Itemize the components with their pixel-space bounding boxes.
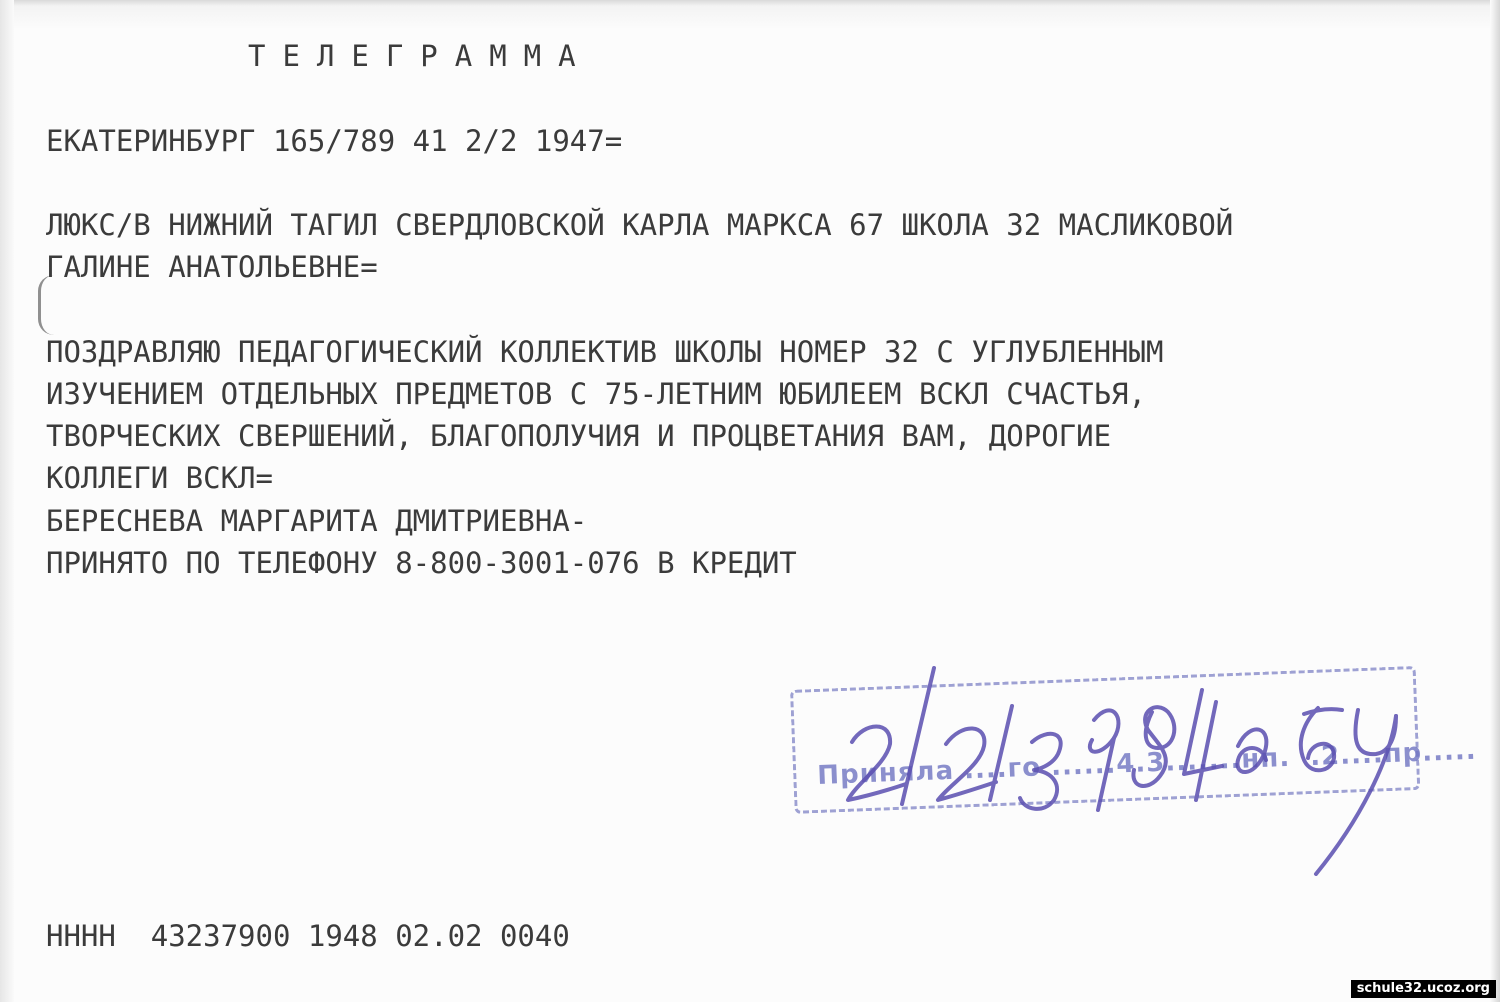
message-line: ПОЗДРАВЛЯЮ ПЕДАГОГИЧЕСКИЙ КОЛЛЕКТИВ ШКОЛЫ НОМЕР 32 С УГЛУБЛЕННЫМ — [46, 335, 1164, 369]
message-line: ИЗУЧЕНИЕМ ОТДЕЛЬНЫХ ПРЕДМЕТОВ С 75-ЛЕТНИМ ЮБИЛЕЕМ ВСКЛ СЧАСТЬЯ, — [46, 377, 1146, 411]
telegram-title: ТЕЛЕГРАММА — [248, 39, 593, 73]
site-watermark: schule32.ucoz.org — [1351, 980, 1496, 998]
stamp-printed-text: Приняла ....го ......4.3.......нп. .2....пр..... — [816, 735, 1478, 792]
telegram-header-line: ЕКАТЕРИНБУРГ 165/789 41 2/2 1947= — [46, 124, 623, 158]
message-line: КОЛЛЕГИ ВСКЛ= — [46, 461, 273, 495]
received-by-phone-line: ПРИНЯТО ПО ТЕЛЕФОНУ 8-800-3001-076 В КРЕДИТ — [46, 546, 797, 580]
address-line: ЛЮКС/В НИЖНИЙ ТАГИЛ СВЕРДЛОВСКОЙ КАРЛА МАРКСА 67 ШКОЛА 32 МАСЛИКОВОЙ — [46, 208, 1234, 242]
address-line: ГАЛИНЕ АНАТОЛЬЕВНЕ= — [46, 250, 378, 284]
paper-left-edge — [0, 0, 14, 1002]
handwritten-annotation — [830, 650, 1420, 890]
telegram-footer-line: НННН 43237900 1948 02.02 0040 — [46, 919, 570, 953]
paper-top-edge — [0, 0, 1500, 36]
paper-right-edge — [1490, 0, 1500, 1002]
message-line: ТВОРЧЕСКИХ СВЕРШЕНИЙ, БЛАГОПОЛУЧИЯ И ПРОЦВЕТАНИЯ ВАМ, ДОРОГИЕ — [46, 419, 1112, 453]
paper-tear-mark — [38, 275, 63, 335]
sender-signature-line: БЕРЕСНЕВА МАРГАРИТА ДМИТРИЕВНА- — [46, 504, 588, 538]
